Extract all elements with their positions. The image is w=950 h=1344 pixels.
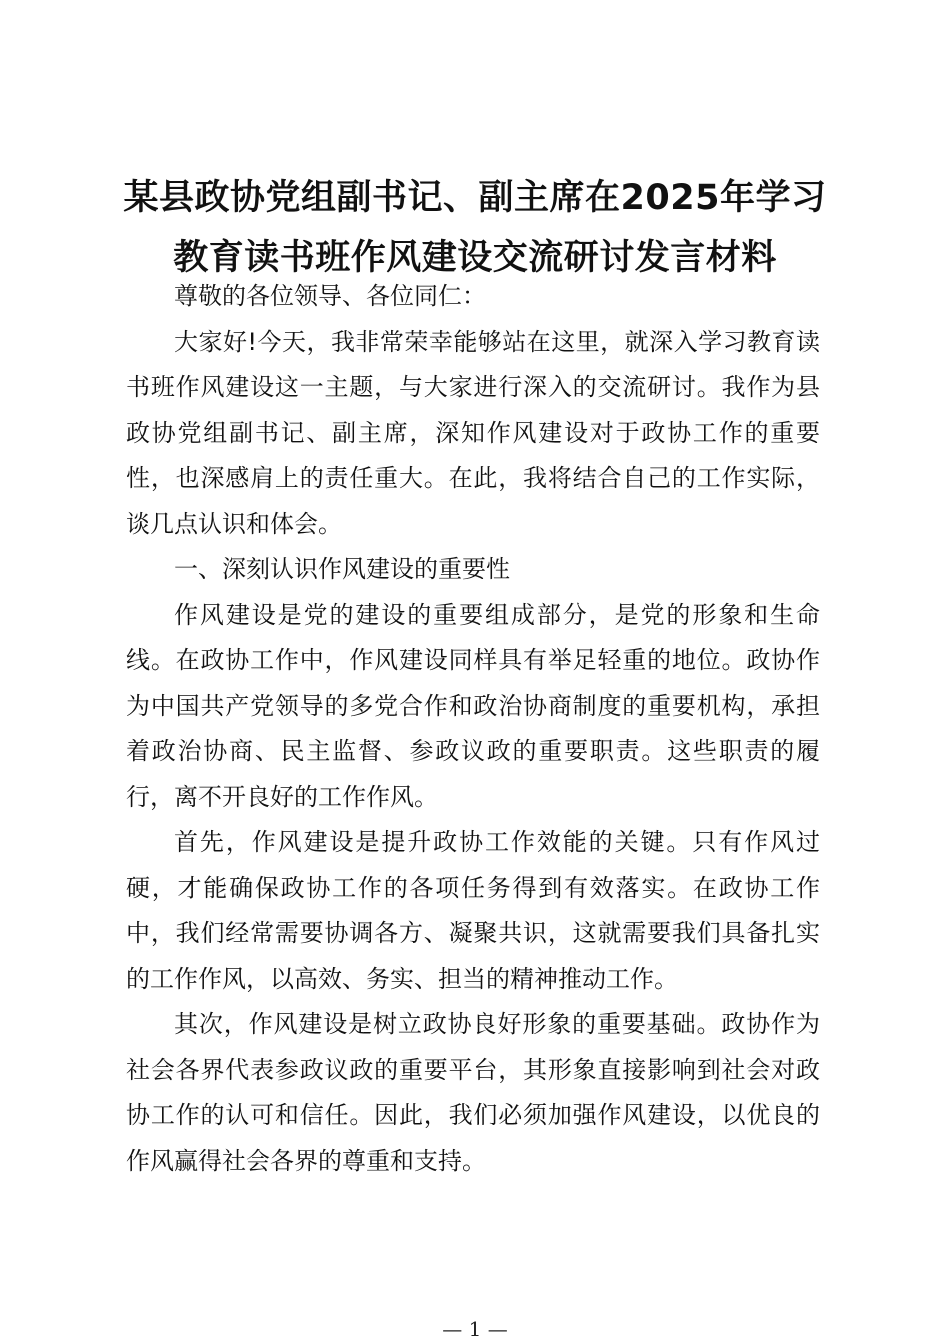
- document-title: [100, 168, 850, 288]
- document-body: [126, 274, 820, 1184]
- paragraph-first: 首先，作风建设是提升政协工作效能的关键。只有作风过硬，才能确保政协工作的各项任务得到有效落实。在政协工作中，我们经常需要协调各方、凝聚共识，这就需要我们具备扎实的工作作风，以高效、务实、担当的精神推动工作。: [126, 828, 820, 993]
- title-line-1: 某县政协党组副书记、副主席在2025年学习: [123, 178, 827, 218]
- page-number: — 1 —: [442, 1317, 508, 1341]
- title-line-2: 教育读书班作风建设交流研讨发言材料: [173, 238, 777, 278]
- paragraph-importance: 作风建设是党的建设的重要组成部分，是党的形象和生命线。在政协工作中，作风建设同样具有举足轻重的地位。政协作为中国共产党领导的多党合作和政治协商制度的重要机构，承担着政治协商、民主监督、参政议政的重要职责。这些职责的履行，离不开良好的工作作风。: [126, 600, 820, 811]
- section-heading-1: 一、深刻认识作风建设的重要性: [174, 555, 510, 583]
- paragraph-second: 其次，作风建设是树立政协良好形象的重要基础。政协作为社会各界代表参政议政的重要平台，其形象直接影响到社会对政协工作的认可和信任。因此，我们必须加强作风建设，以优良的作风赢得社会各界的尊重和支持。: [126, 1010, 820, 1175]
- salutation: 尊敬的各位领导、各位同仁：: [174, 282, 486, 310]
- paragraph-opening: 大家好!今天，我非常荣幸能够站在这里，就深入学习教育读书班作风建设这一主题，与大家进行深入的交流研讨。我作为县政协党组副书记、副主席，深知作风建设对于政协工作的重要性，也深感肩上的责任重大。在此，我将结合自己的工作实际，谈几点认识和体会。: [126, 327, 820, 538]
